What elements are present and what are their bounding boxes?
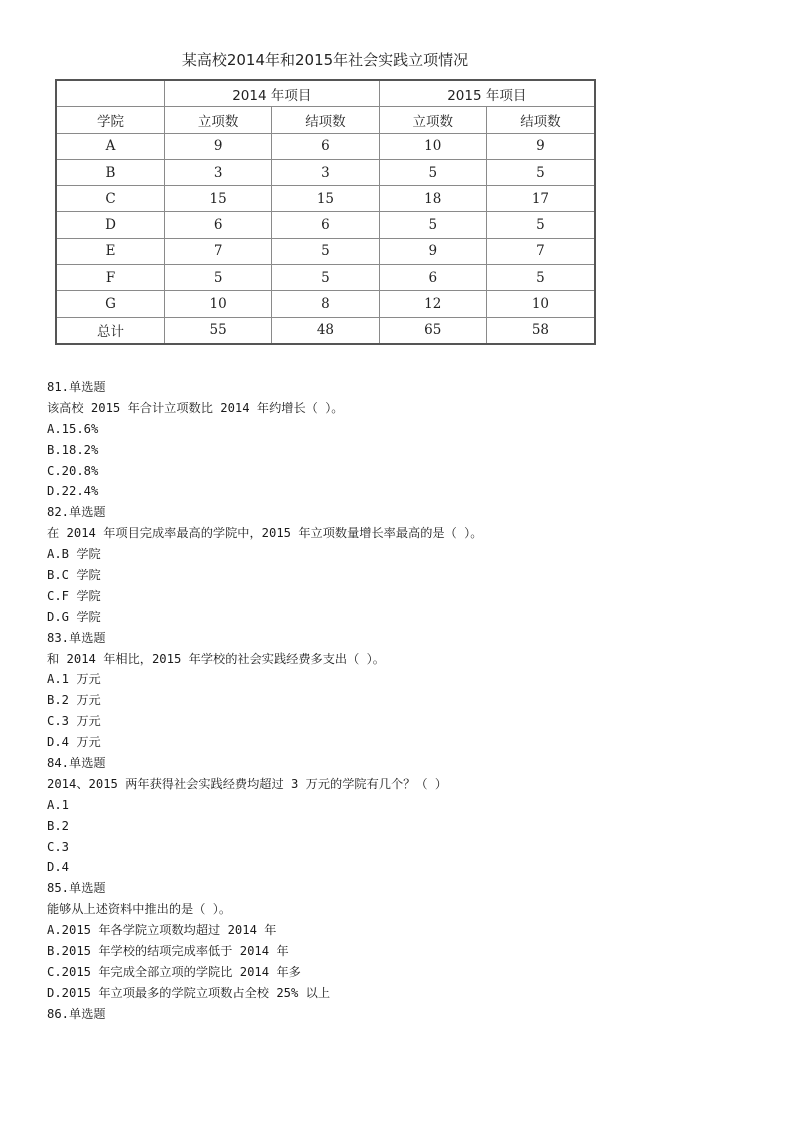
value-cell: 5 — [165, 265, 272, 291]
value-cell: 3 — [165, 159, 272, 185]
answer-option[interactable]: B.2 — [47, 818, 70, 833]
answer-option[interactable]: C.F 学院 — [47, 588, 101, 603]
answer-option[interactable]: B.18.2% — [47, 442, 99, 457]
value-cell: 12 — [379, 291, 486, 317]
question-list — [47, 377, 767, 1025]
answer-option[interactable]: C.3 万元 — [47, 714, 101, 729]
question-stem: 能够从上述资料中推出的是（ ）。 — [47, 902, 232, 917]
table-row — [56, 265, 595, 291]
college-cell: G — [56, 291, 165, 317]
question-number: 86.单选题 — [47, 1006, 106, 1021]
value-cell: 7 — [486, 238, 595, 264]
value-cell: 15 — [272, 186, 379, 212]
col-header: 学院 — [56, 107, 165, 133]
value-cell: 9 — [165, 133, 272, 159]
question-number: 85.单选题 — [47, 881, 106, 896]
question-stem: 在 2014 年项目完成率最高的学院中，2015 年立项数量增长率最高的是（ ）。 — [47, 526, 483, 541]
value-cell: 48 — [272, 317, 379, 344]
college-cell: D — [56, 212, 165, 238]
question-stem: 2014、2015 两年获得社会实践经费均超过 3 万元的学院有几个？（ ） — [47, 776, 448, 791]
question-stem: 该高校 2015 年合计立项数比 2014 年约增长（ ）。 — [47, 400, 344, 415]
answer-option[interactable]: D.22.4% — [47, 484, 99, 499]
answer-option[interactable]: A.15.6% — [47, 421, 99, 436]
table-body — [56, 133, 595, 344]
table-row — [56, 238, 595, 264]
value-cell: 5 — [272, 238, 379, 264]
answer-option[interactable]: D.4 — [47, 860, 70, 875]
table-row — [56, 212, 595, 238]
value-cell: 9 — [379, 238, 486, 264]
group-header-2015: 2015 年项目 — [379, 80, 595, 107]
value-cell: 9 — [486, 133, 595, 159]
answer-option[interactable]: B.2015 年学校的结项完成率低于 2014 年 — [47, 944, 289, 959]
value-cell: 10 — [379, 133, 486, 159]
answer-option[interactable]: B.C 学院 — [47, 568, 101, 583]
answer-option[interactable]: D.2015 年立项最多的学院立项数占全校 25% 以上 — [47, 985, 331, 1000]
table-row — [56, 159, 595, 185]
answer-option[interactable]: A.1 — [47, 797, 70, 812]
college-cell: C — [56, 186, 165, 212]
question-stem: 和 2014 年相比，2015 年学校的社会实践经费多支出（ ）。 — [47, 651, 385, 666]
table-corner-cell — [56, 80, 165, 107]
table-row — [56, 186, 595, 212]
col-header: 结项数 — [486, 107, 595, 133]
value-cell: 5 — [486, 265, 595, 291]
value-cell: 6 — [272, 133, 379, 159]
answer-option[interactable]: D.4 万元 — [47, 735, 101, 750]
value-cell: 5 — [379, 212, 486, 238]
value-cell: 5 — [486, 212, 595, 238]
value-cell: 65 — [379, 317, 486, 344]
question-number: 81.单选题 — [47, 380, 106, 394]
table-row — [56, 317, 595, 344]
answer-option[interactable]: A.2015 年各学院立项数均超过 2014 年 — [47, 923, 277, 938]
value-cell: 10 — [486, 291, 595, 317]
value-cell: 6 — [165, 212, 272, 238]
value-cell: 8 — [272, 291, 379, 317]
col-header: 立项数 — [165, 107, 272, 133]
value-cell: 15 — [165, 186, 272, 212]
table-title: 某高校2014年和2015年社会实践立项情况 — [181, 51, 469, 69]
answer-option[interactable]: A.B 学院 — [47, 547, 101, 562]
value-cell: 6 — [272, 212, 379, 238]
value-cell: 55 — [165, 317, 272, 344]
college-cell: F — [56, 265, 165, 291]
question-number: 83.单选题 — [47, 630, 106, 645]
value-cell: 5 — [486, 159, 595, 185]
value-cell: 6 — [379, 265, 486, 291]
data-table — [55, 79, 596, 345]
table-group-header-row — [56, 80, 595, 107]
value-cell: 3 — [272, 159, 379, 185]
answer-option[interactable]: C.2015 年完成全部立项的学院比 2014 年多 — [47, 964, 301, 979]
value-cell: 10 — [165, 291, 272, 317]
value-cell: 17 — [486, 186, 595, 212]
value-cell: 7 — [165, 238, 272, 264]
value-cell: 5 — [379, 159, 486, 185]
col-header: 立项数 — [379, 107, 486, 133]
question-number: 82.单选题 — [47, 505, 106, 520]
value-cell: 18 — [379, 186, 486, 212]
college-cell: 总计 — [56, 317, 165, 344]
college-cell: A — [56, 133, 165, 159]
answer-option[interactable]: C.3 — [47, 839, 70, 854]
table-column-header-row — [56, 107, 595, 133]
answer-option[interactable]: B.2 万元 — [47, 693, 101, 708]
group-header-2014: 2014 年项目 — [165, 80, 380, 107]
college-cell: E — [56, 238, 165, 264]
table-row — [56, 133, 595, 159]
question-number: 84.单选题 — [47, 756, 106, 771]
col-header: 结项数 — [272, 107, 379, 133]
table-row — [56, 291, 595, 317]
answer-option[interactable]: D.G 学院 — [47, 609, 101, 624]
answer-option[interactable]: C.20.8% — [47, 463, 99, 478]
answer-option[interactable]: A.1 万元 — [47, 672, 101, 687]
college-cell: B — [56, 159, 165, 185]
value-cell: 58 — [486, 317, 595, 344]
value-cell: 5 — [272, 265, 379, 291]
